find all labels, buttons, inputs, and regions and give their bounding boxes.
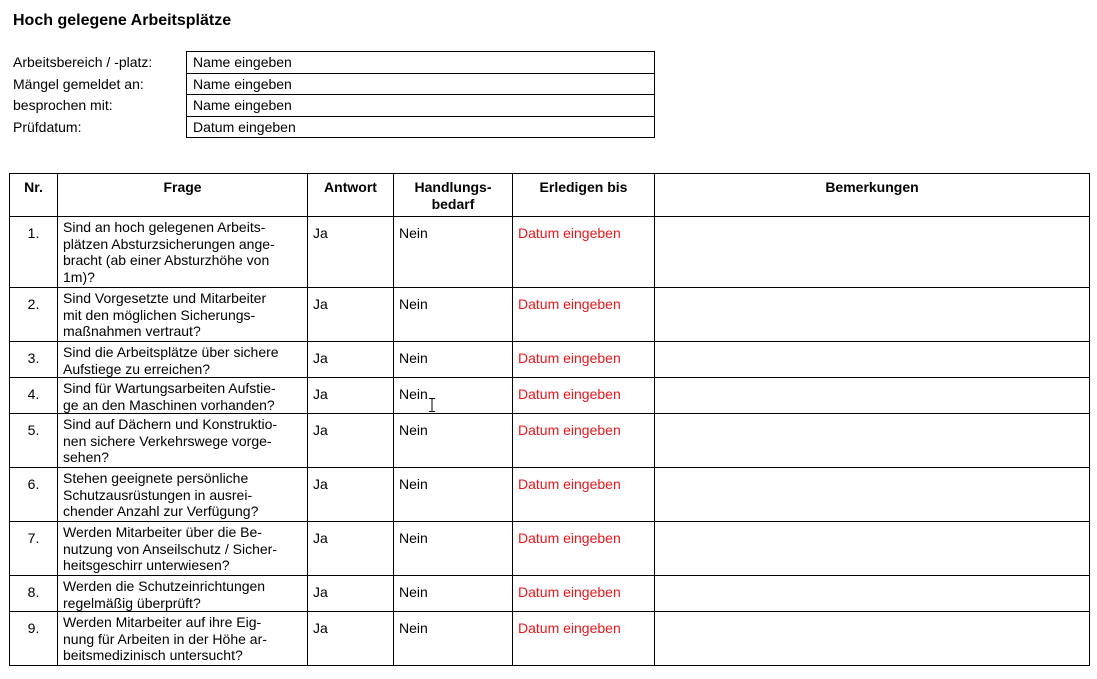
- erledigen-bis-date[interactable]: Datum eingeben: [513, 378, 655, 414]
- row-number: 8.: [10, 576, 58, 612]
- question-line: maßnahmen vertraut?: [63, 323, 201, 339]
- bemerkungen-cell[interactable]: [655, 288, 1090, 342]
- question-line: Aufstiege zu erreichen?: [63, 360, 211, 377]
- question-line: mit den möglichen Sicherungs-: [63, 306, 256, 323]
- handlungsbedarf-nein[interactable]: Nein: [394, 522, 513, 576]
- erledigen-bis-date[interactable]: Datum eingeben: [513, 522, 655, 576]
- question-line: Sind an hoch gelegenen Arbeits-: [63, 219, 266, 235]
- question-line: regelmäßig überprüft?: [63, 594, 201, 611]
- table-row: [10, 612, 1090, 666]
- header-handlungsbedarf: [394, 174, 513, 217]
- question-cell: [58, 468, 308, 522]
- answer-ja[interactable]: Ja: [308, 414, 394, 468]
- question-cell: [58, 522, 308, 576]
- meta-label-maengel: Mängel gemeldet an:: [13, 75, 144, 92]
- answer-ja[interactable]: Ja: [308, 217, 394, 288]
- row-number: 2.: [10, 288, 58, 342]
- handlungsbedarf-nein[interactable]: Nein: [394, 342, 513, 378]
- question-line: Schutzausrüstungen in ausrei-: [63, 486, 253, 503]
- answer-ja[interactable]: Ja: [308, 342, 394, 378]
- row-number: 1.: [10, 217, 58, 288]
- row-number: 5.: [10, 414, 58, 468]
- question-line: Sind auf Dächern und Konstruktio-: [63, 416, 278, 432]
- table-row: [10, 522, 1090, 576]
- bemerkungen-cell[interactable]: [655, 414, 1090, 468]
- handlungsbedarf-nein[interactable]: Nein: [394, 612, 513, 666]
- bemerkungen-cell[interactable]: [655, 342, 1090, 378]
- table-row: [10, 288, 1090, 342]
- question-line: Sind Vorgesetzte und Mitarbeiter: [63, 290, 267, 306]
- bemerkungen-cell[interactable]: [655, 468, 1090, 522]
- table-header-row: [10, 174, 1090, 217]
- answer-ja[interactable]: Ja: [308, 522, 394, 576]
- header-erledigen: Erledigen bis: [513, 174, 655, 217]
- meta-labels: [13, 52, 185, 138]
- pruefdatum-field[interactable]: Datum eingeben: [193, 118, 296, 135]
- erledigen-bis-date[interactable]: Datum eingeben: [513, 288, 655, 342]
- page-title: Hoch gelegene Arbeitsplätze: [13, 12, 232, 29]
- erledigen-bis-date[interactable]: Datum eingeben: [513, 576, 655, 612]
- handlungsbedarf-nein[interactable]: Nein: [394, 414, 513, 468]
- table-row: [10, 468, 1090, 522]
- question-line: ge an den Maschinen vorhanden?: [63, 396, 275, 413]
- row-number: 4.: [10, 378, 58, 414]
- question-cell: [58, 414, 308, 468]
- header-bemerkungen: Bemerkungen: [655, 174, 1090, 217]
- handlungsbedarf-nein[interactable]: Nein: [394, 576, 513, 612]
- table-row: [10, 576, 1090, 612]
- erledigen-bis-date[interactable]: Datum eingeben: [513, 414, 655, 468]
- table-row: [10, 414, 1090, 468]
- question-line: bracht (ab einer Absturzhöhe von: [63, 252, 270, 268]
- header-handlung-line1: Handlungs-: [414, 179, 492, 195]
- header-nr: Nr.: [10, 174, 58, 217]
- bemerkungen-cell[interactable]: [655, 217, 1090, 288]
- answer-ja[interactable]: Ja: [308, 468, 394, 522]
- answer-ja[interactable]: Ja: [308, 378, 394, 414]
- meta-label-pruefdatum: Prüfdatum:: [13, 118, 82, 135]
- handlungsbedarf-nein[interactable]: Nein: [394, 288, 513, 342]
- question-line: nutzung von Anseilschutz / Sicher-: [63, 540, 278, 557]
- question-line: Stehen geeignete persönliche: [63, 470, 249, 486]
- bemerkungen-cell[interactable]: [655, 378, 1090, 414]
- maengel-gemeldet-field[interactable]: Name eingeben: [187, 74, 654, 96]
- question-cell: [58, 288, 308, 342]
- question-line: Sind die Arbeitsplätze über sichere: [63, 344, 279, 360]
- question-cell: [58, 342, 308, 378]
- erledigen-bis-date[interactable]: Datum eingeben: [513, 612, 655, 666]
- meta-label-arbeitsbereich: Arbeitsbereich / -platz:: [13, 54, 153, 70]
- bemerkungen-cell[interactable]: [655, 576, 1090, 612]
- row-number: 3.: [10, 342, 58, 378]
- question-line: nung für Arbeiten in der Höhe ar-: [63, 630, 267, 647]
- bemerkungen-cell[interactable]: [655, 612, 1090, 666]
- meta-label-besprochen: besprochen mit:: [13, 97, 113, 113]
- meta-fields: [186, 51, 655, 138]
- question-cell: [58, 217, 308, 288]
- question-cell: [58, 612, 308, 666]
- checklist-table: [9, 173, 1090, 666]
- table-row: [10, 378, 1090, 414]
- question-line: Werden Mitarbeiter auf ihre Eig-: [63, 614, 262, 630]
- answer-ja[interactable]: Ja: [308, 288, 394, 342]
- question-cell: [58, 576, 308, 612]
- answer-ja[interactable]: Ja: [308, 576, 394, 612]
- question-line: plätzen Absturzsicherungen ange-: [63, 235, 275, 252]
- row-number: 9.: [10, 612, 58, 666]
- question-line: Sind für Wartungsarbeiten Aufstie-: [63, 380, 276, 396]
- answer-ja[interactable]: Ja: [308, 612, 394, 666]
- question-cell: [58, 378, 308, 414]
- header-handlung-line2: bedarf: [431, 195, 475, 212]
- handlungsbedarf-nein[interactable]: Nein: [394, 468, 513, 522]
- question-line: beitsmedizinisch untersucht?: [63, 647, 243, 663]
- question-line: nen sichere Verkehrswege vorge-: [63, 432, 272, 449]
- handlungsbedarf-nein[interactable]: Nein: [394, 378, 513, 414]
- question-line: sehen?: [63, 449, 109, 465]
- question-line: Werden Mitarbeiter über die Be-: [63, 524, 262, 540]
- header-antwort: Antwort: [308, 174, 394, 217]
- header-frage: Frage: [58, 174, 308, 217]
- text-cursor-icon: [428, 398, 436, 412]
- table-row: [10, 217, 1090, 288]
- question-line: heitsgeschirr unterwiesen?: [63, 557, 230, 573]
- erledigen-bis-date[interactable]: Datum eingeben: [513, 342, 655, 378]
- row-number: 6.: [10, 468, 58, 522]
- table-row: [10, 342, 1090, 378]
- question-line: chender Anzahl zur Verfügung?: [63, 503, 259, 519]
- handlungsbedarf-nein[interactable]: Nein: [394, 217, 513, 288]
- erledigen-bis-date[interactable]: Datum eingeben: [513, 468, 655, 522]
- erledigen-bis-date[interactable]: Datum eingeben: [513, 217, 655, 288]
- arbeitsbereich-field[interactable]: Name eingeben: [187, 52, 654, 74]
- question-line: 1m)?: [63, 268, 95, 285]
- bemerkungen-cell[interactable]: [655, 522, 1090, 576]
- question-line: Werden die Schutzeinrichtungen: [63, 578, 266, 594]
- besprochen-mit-field[interactable]: Name eingeben: [187, 95, 654, 117]
- row-number: 7.: [10, 522, 58, 576]
